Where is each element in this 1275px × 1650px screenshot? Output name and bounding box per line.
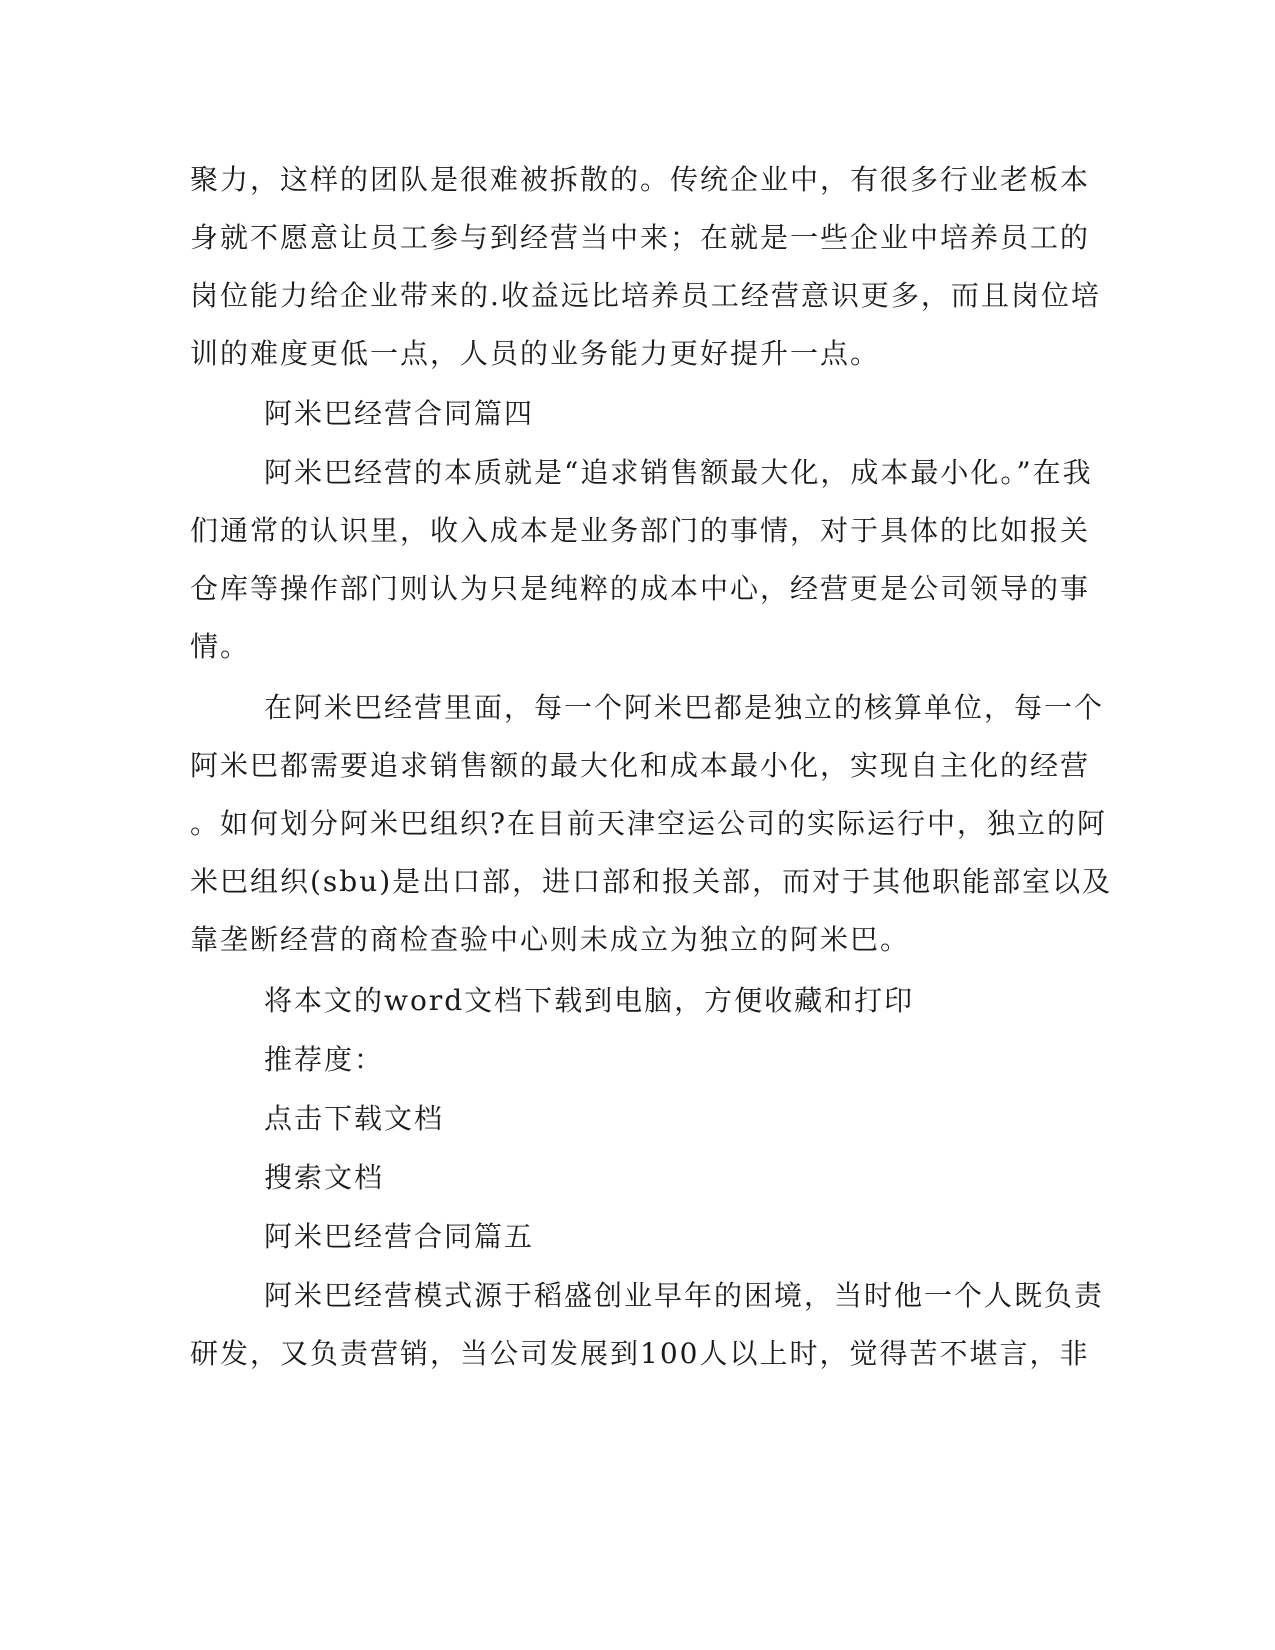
paragraph-line: 阿米巴都需要追求销售额的最大化和成本最小化，实现自主化的经营 [190,749,1091,782]
paragraph-line: 在阿米巴经营里面，每一个阿米巴都是独立的核算单位，每一个 [264,691,1105,724]
paragraph-line: 研发，又负责营销，当公司发展到100人以上时，觉得苦不堪言，非 [190,1337,1090,1370]
paragraph-line: 阿米巴经营模式源于稻盛创业早年的困境，当时他一个人既负责 [264,1279,1105,1312]
download-document-link[interactable]: 点击下载文档 [264,1102,445,1135]
paragraph-line: 们通常的认识里，收入成本是业务部门的事情，对于具体的比如报关 [190,514,1091,547]
paragraph-line: 身就不愿意让员工参与到经营当中来；在就是一些企业中培养员工的 [190,221,1091,254]
paragraph-line: 聚力，这样的团队是很难被拆散的。传统企业中，有很多行业老板本 [190,163,1091,196]
search-document-link[interactable]: 搜索文档 [264,1161,385,1194]
paragraph-line: 。如何划分阿米巴组织?在目前天津空运公司的实际运行中，独立的阿 [190,807,1108,840]
section-heading-4: 阿米巴经营合同篇四 [264,397,535,430]
paragraph-line: 情。 [190,630,251,663]
paragraph-line: 米巴组织(sbu)是出口部，进口部和报关部，而对于其他职能部室以及 [190,865,1113,898]
paragraph-line: 靠垄断经营的商检查验中心则未成立为独立的阿米巴。 [190,923,911,956]
paragraph-line: 训的难度更低一点，人员的业务能力更好提升一点。 [190,337,881,370]
paragraph-line: 仓库等操作部门则认为只是纯粹的成本中心，经营更是公司领导的事 [190,572,1091,605]
recommend-label: 推荐度： [264,1043,385,1076]
paragraph-line: 阿米巴经营的本质就是“追求销售额最大化，成本最小化。”在我 [264,456,1093,489]
paragraph-line: 岗位能力给企业带来的.收益远比培养员工经营意识更多，而且岗位培 [190,279,1101,312]
section-heading-5: 阿米巴经营合同篇五 [264,1220,535,1253]
download-notice: 将本文的word文档下载到电脑，方便收藏和打印 [264,984,915,1017]
